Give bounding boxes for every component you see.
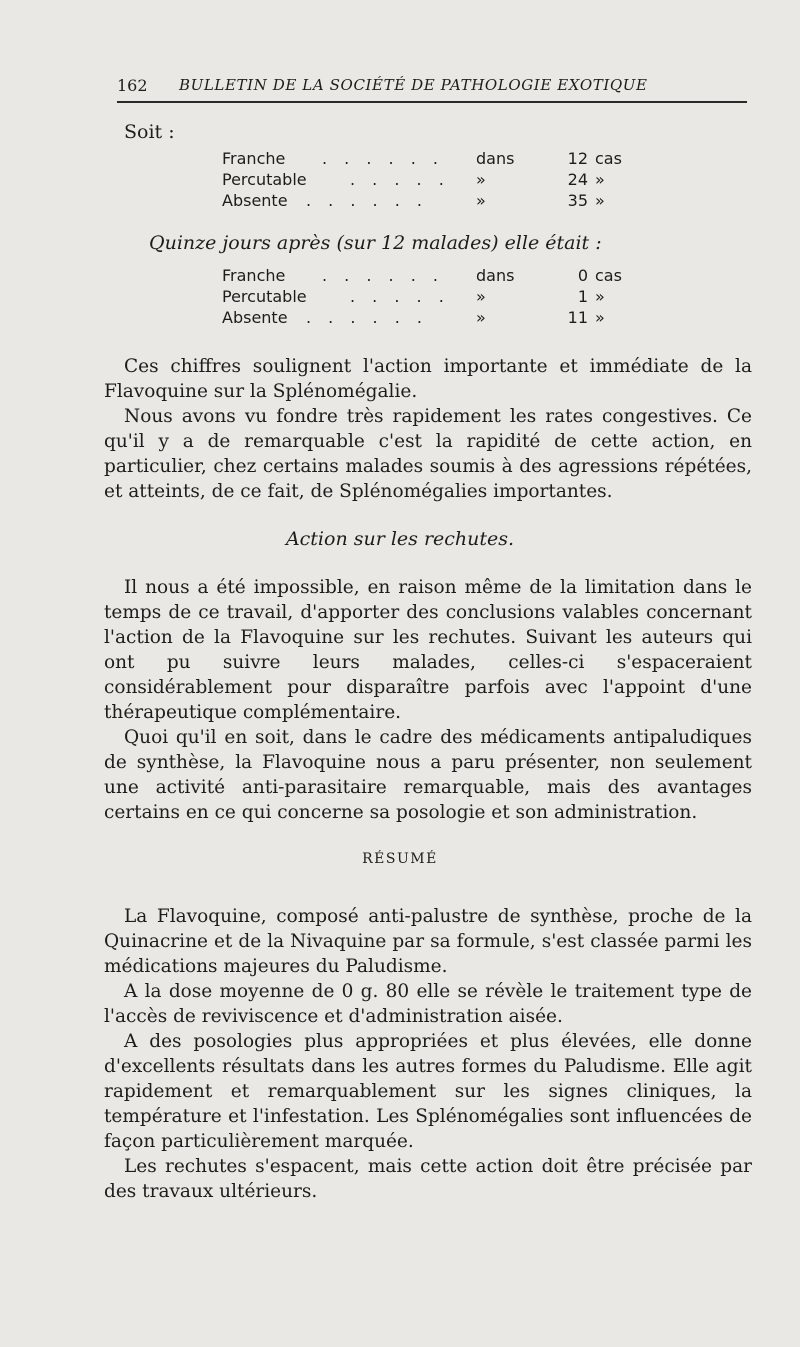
row-count: 12 [567,149,588,168]
row-unit: » [595,308,605,327]
row-prep: » [476,191,486,210]
soit-label: Soit : [124,121,175,143]
row-count: 24 [567,170,588,189]
page-number: 162 [117,76,148,95]
leader-dots: . . . . . . [322,266,444,285]
spleen-table-initial [222,149,642,212]
row-unit: cas [595,149,622,168]
row-unit: » [595,170,605,189]
row-count: 35 [567,191,588,210]
paragraph-resume-4: Les rechutes s'espacent, mais cette action doit être précisée par des travaux ultérieurs. [104,1156,752,1202]
running-title: BULLETIN DE LA SOCIÉTÉ DE PATHOLOGIE EXOTIQUE [179,76,648,94]
section-heading-resume: RÉSUMÉ [362,851,438,867]
row-prep: » [476,170,486,189]
paragraph-relapses: Il nous a été impossible, en raison même de la limitation dans le temps de ce travail, d'apporter des conclusions valables concernant l'action de la Flavoquine sur les rechutes. Suivant les auteurs qui ont pu suivre leurs malades, celles-ci s'espaceraient considérablement pour disparaître parfois avec l'appoint d'une thérapeutique complémentaire. [104,577,752,723]
leader-dots: . . . . . . [306,191,428,210]
spleen-table-after [222,266,642,329]
paragraph-resume-1: La Flavoquine, composé anti-palustre de synthèse, proche de la Quinacrine et de la Nivaquine par sa formule, s'est classée parmi les médications majeures du Paludisme. [104,906,752,977]
subheading-fifteen-days: Quinze jours après (sur 12 malades) elle était : [149,232,602,254]
row-count: 0 [577,266,588,285]
leader-dots: . . . . . . [322,149,444,168]
row-unit: » [595,287,605,306]
paragraph-congestive-spleens: Nous avons vu fondre très rapidement les rates congestives. Ce qu'il y a de remarquable c'est la rapidité de cette action, en particulier, chez certains malades soumis à des agressions répétées, et atteints, de ce fait, de Splénomégalies importantes. [104,406,752,502]
leader-dots: . . . . . [350,287,450,306]
row-prep: » [476,308,486,327]
table-row [222,191,642,212]
leader-dots: . . . . . [350,170,450,189]
leader-dots: . . . . . . [306,308,428,327]
table-row [222,170,642,191]
table-row [222,149,642,170]
row-label: Absente [222,191,288,210]
paragraph-resume-2: A la dose moyenne de 0 g. 80 elle se révèle le traitement type de l'accès de reviviscence et d'administration aisée. [104,981,752,1027]
row-label: Franche [222,149,286,168]
page-header [117,76,747,100]
row-label: Percutable [222,170,307,189]
row-count: 1 [577,287,588,306]
row-label: Absente [222,308,288,327]
row-label: Percutable [222,287,307,306]
table-row [222,266,642,287]
row-prep: » [476,287,486,306]
paragraph-synthesis-drugs: Quoi qu'il en soit, dans le cadre des médicaments antipaludiques de synthèse, la Flavoquine nous a paru présenter, non seulement une activité anti-parasitaire remarquable, mais des avantages certains en ce qui concerne sa posologie et son administration. [104,727,752,823]
paragraph-resume-3: A des posologies plus appropriées et plus élevées, elle donne d'excellents résultats dans les autres formes du Paludisme. Elle agit rapidement et remarquablement sur les signes cliniques, la température et l'infestation. Les Splénomégalies sont influencées de façon particulièrement marquée. [104,1031,752,1152]
paragraph-spleen-action: Ces chiffres soulignent l'action importante et immédiate de la Flavoquine sur la Splénomégalie. [104,356,752,402]
table-row [222,287,642,308]
row-unit: » [595,191,605,210]
row-prep: dans [476,149,515,168]
header-rule [117,101,747,103]
row-count: 11 [567,308,588,327]
table-row [222,308,642,329]
row-label: Franche [222,266,286,285]
row-prep: dans [476,266,515,285]
section-heading-relapses: Action sur les rechutes. [285,528,515,550]
row-unit: cas [595,266,622,285]
